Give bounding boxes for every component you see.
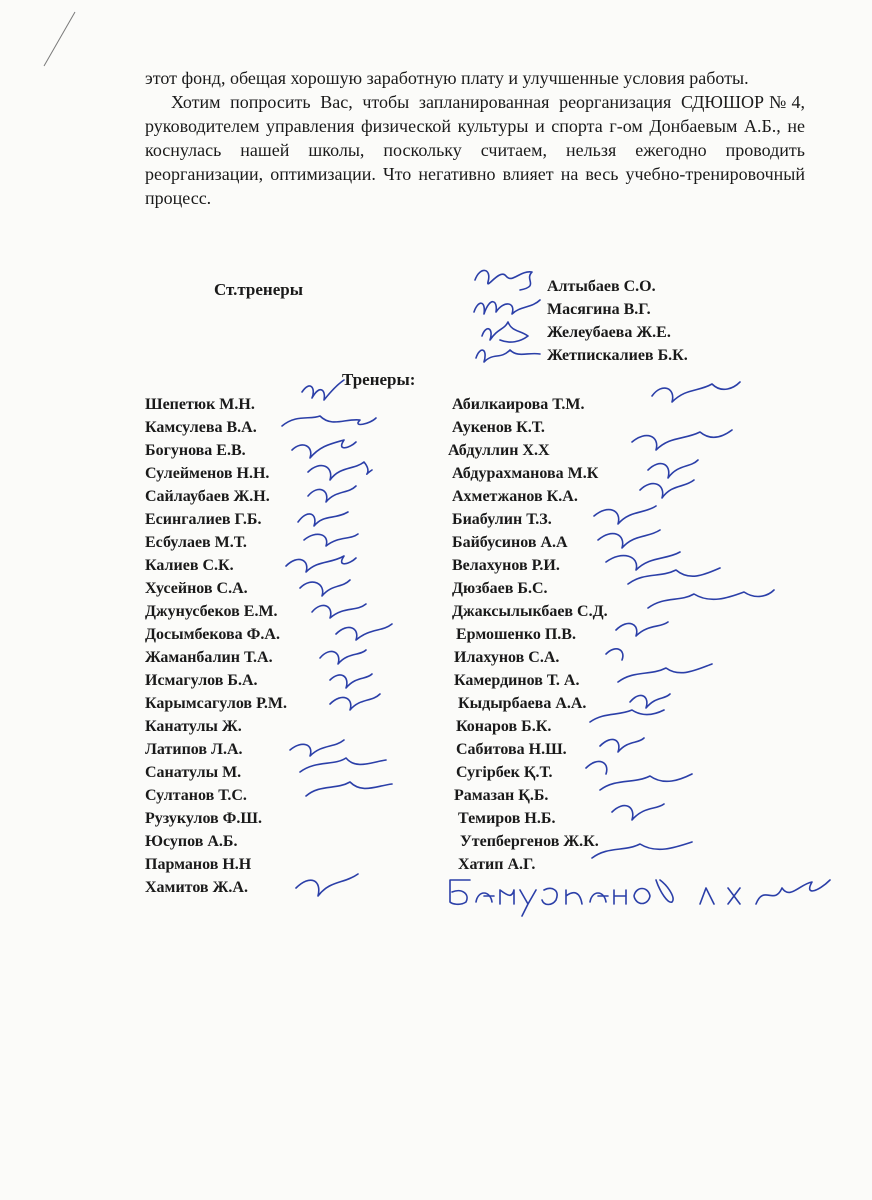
coach-name-right: Абдурахманова М.К [452, 465, 599, 482]
signature [300, 580, 350, 596]
signature [482, 322, 528, 342]
coach-name-right: Илахунов С.А. [454, 649, 560, 666]
signature [282, 416, 376, 426]
signature [656, 880, 673, 902]
signature [632, 430, 732, 450]
coach-name-left: Есингалиев Г.Б. [145, 511, 262, 528]
signature [590, 893, 608, 902]
coach-name-left: Канатулы Ж. [145, 718, 242, 735]
signature [598, 530, 660, 548]
coach-name-left: Сайлаубаев Ж.Н. [145, 488, 270, 505]
coach-name-right: Ермошенко П.В. [456, 626, 576, 643]
coach-name-right: Конаров Б.К. [456, 718, 552, 735]
signature [648, 590, 774, 608]
senior-coach-name: Алтыбаев С.О. [547, 278, 656, 295]
coach-name-right: Сугірбек Қ.Т. [456, 764, 553, 781]
coach-name-left: Есбулаев М.Т. [145, 534, 247, 551]
signature [306, 782, 392, 796]
signature [500, 890, 514, 904]
coach-name-left: Латипов Л.А. [145, 741, 243, 758]
coach-name-right: Джаксылыкбаев С.Д. [452, 603, 608, 620]
signature [292, 440, 356, 458]
coach-name-left: Хамитов Ж.А. [145, 879, 248, 896]
signature [520, 890, 536, 916]
signature [474, 300, 540, 314]
coach-name-right: Абилкаирова Т.М. [452, 396, 585, 413]
signature [290, 740, 344, 756]
signature [312, 604, 366, 618]
signature [606, 649, 623, 660]
coach-name-right: Ахметжанов К.А. [452, 488, 578, 505]
letter-paragraph-2: Хотим попросить Вас, чтобы запланированная реорганизация СДЮШОР№4, руководителем управления физической культуры и спорта г-ом Донбаевым А.Б., не коснулась нашей школы, поскольку считаем, нельзя ежегодно проводить реорганизации, оптимизации. Что негативно влияет на весь учебно-тренировочный процесс. [145, 92, 805, 208]
signature [756, 880, 830, 904]
pen-stroke-mark [40, 10, 80, 70]
senior-coaches-heading: Ст.тренеры [214, 280, 304, 299]
signature [590, 710, 664, 722]
signature [475, 270, 532, 290]
coach-name-right: Дюзбаев Б.С. [452, 580, 548, 597]
signature [298, 512, 348, 526]
coach-name-left: Жаманбалин Т.А. [145, 649, 273, 666]
signature [330, 674, 372, 688]
signature [302, 380, 344, 400]
coach-name-right: Сабитова Н.Ш. [456, 741, 567, 758]
coach-name-left: Досымбекова Ф.А. [145, 626, 280, 643]
coach-name-left: Сулейменов Н.Н. [145, 465, 270, 482]
signature [566, 890, 582, 904]
signature [476, 893, 494, 902]
signature [450, 880, 470, 904]
signature [300, 758, 386, 772]
coach-name-left: Рузукулов Ф.Ш. [145, 810, 262, 827]
signature [634, 889, 650, 904]
coach-name-left: Хусейнов С.А. [145, 580, 248, 597]
coach-name-right: Темиров Н.Б. [458, 810, 556, 827]
signature [640, 480, 694, 498]
signature [320, 650, 366, 664]
signature [296, 874, 358, 896]
coach-name-left: Калиев С.К. [145, 557, 234, 574]
signature [336, 624, 392, 640]
signature [304, 534, 358, 546]
coach-name-left: Шепетюк М.Н. [145, 396, 255, 413]
signature [592, 842, 692, 858]
senior-coach-name: Масягина В.Г. [547, 301, 651, 318]
signature [628, 568, 720, 584]
signature [308, 462, 372, 480]
coach-name-left: Богунова Е.В. [145, 442, 246, 459]
coach-name-right: Абдуллин Х.Х [448, 442, 550, 459]
signature [616, 622, 668, 636]
signature [618, 664, 712, 682]
signature [606, 552, 680, 570]
coach-name-left: Парманов Н.Н [145, 856, 252, 873]
coach-name-left: Камсулева В.А. [145, 419, 257, 436]
signature [594, 506, 656, 524]
signature [330, 694, 380, 710]
coach-name-right: Аукенов К.Т. [452, 419, 545, 436]
letter-paragraph-1: этот фонд, обещая хорошую заработную плату и улучшенные условия работы. [145, 68, 749, 88]
coach-name-right: Утепбергенов Ж.К. [460, 833, 599, 850]
signature [600, 738, 644, 752]
signature [600, 774, 692, 790]
signature [542, 888, 557, 904]
signature [700, 888, 714, 904]
coach-name-right: Хатип А.Г. [458, 856, 536, 873]
coaches-heading: Тренеры: [342, 370, 416, 389]
coach-name-right: Байбусинов А.А [452, 534, 568, 551]
coach-name-right: Рамазан Қ.Б. [454, 787, 549, 804]
signature [308, 486, 356, 502]
coach-name-left: Султанов Т.С. [145, 787, 247, 804]
coach-name-right: Биабулин Т.З. [452, 511, 552, 528]
coach-name-left: Джунусбеков Е.М. [145, 603, 278, 620]
signature [476, 350, 540, 362]
signature [614, 890, 626, 904]
coach-name-left: Юсупов А.Б. [145, 833, 238, 850]
senior-coach-name: Желеубаева Ж.Е. [547, 324, 671, 341]
coach-name-right: Кыдырбаева А.А. [458, 695, 587, 712]
senior-coach-name: Жетпискалиев Б.К. [547, 347, 688, 364]
coach-name-right: Велахунов Р.И. [452, 557, 560, 574]
signature [586, 761, 607, 774]
signature [612, 804, 664, 820]
signature [652, 382, 740, 402]
signature [728, 888, 740, 904]
coach-name-left: Санатулы М. [145, 764, 242, 781]
signature [286, 556, 356, 572]
letter-body [145, 66, 805, 210]
coach-name-left: Исмагулов Б.А. [145, 672, 258, 689]
coach-name-left: Карымсагулов Р.М. [145, 695, 287, 712]
signature [648, 460, 698, 478]
coach-name-right: Камердинов Т. А. [454, 672, 580, 689]
signature [630, 694, 670, 708]
